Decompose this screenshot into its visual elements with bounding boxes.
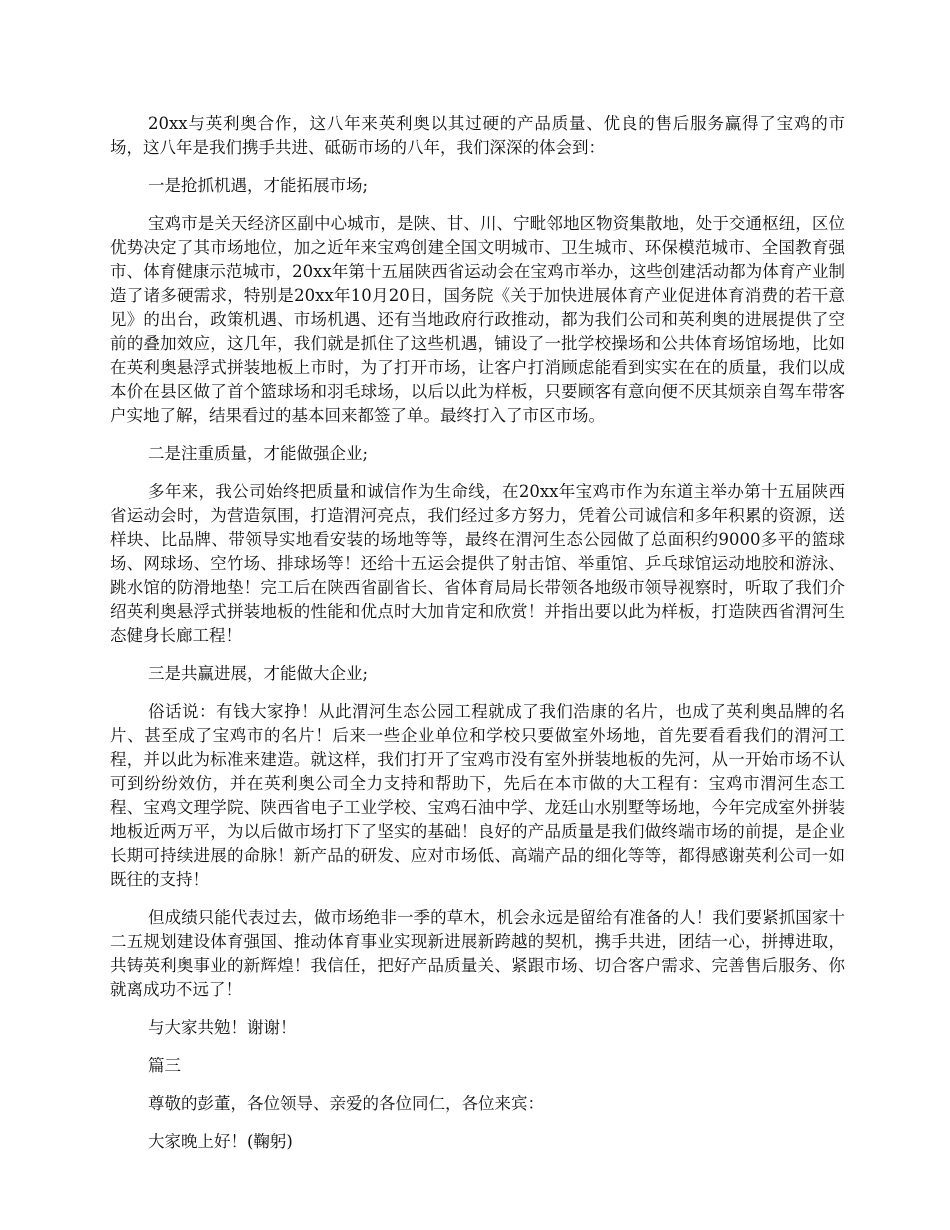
paragraph-greeting: 大家晚上好！(鞠躬) — [148, 1132, 293, 1151]
heading-point-one: 一是抢抓机遇，才能拓展市场; — [148, 176, 369, 195]
paragraph-intro: 20xx与英利奥合作，这八年来英利奥以其过硬的产品质量、优良的售后服务赢得了宝鸡的市场，这八年是我们携手共进、砥砺市场的八年，我们深深的体会到： — [110, 114, 845, 157]
section-heading: 篇三 — [148, 1056, 181, 1075]
paragraph-point-one: 宝鸡市是关天经济区副中心城市，是陕、甘、川、宁毗邻地区物资集散地，处于交通枢纽，区位优势决定了其市场地位，加之近年来宝鸡创建全国文明城市、卫生城市、环保模范城市、全国教育强市、体育健康示范城市，20xx年第十五届陕西省运动会在宝鸡市举办，这些创建活动都为体育产业制造了诸多硬需求，特别是20xx年10月20日，国务院《关于加快进展体育产业促进体育消费的若干意见》的出台，政策机遇、市场机遇、还有当地政府行政推动，都为我们公司和英利奥的进展提供了空前的叠加效应，这几年，我们就是抓住了这些机遇，铺设了一批学校操场和公共体育场馆场地，比如在英利奥悬浮式拼装地板上市时，为了打开市场，让客户打消顾虑能看到实实在在的质量，我们以成本价在县区做了首个篮球场和羽毛球场，以后以此为样板，只要顾客有意向便不厌其烦亲自驾车带客户实地了解，结果看过的基本回来都签了单。最终打入了市区市场。 — [110, 214, 845, 425]
paragraph-outlook: 但成绩只能代表过去，做市场绝非一季的草木，机会永远是留给有准备的人！我们要紧抓国家十二五规划建设体育强国、推动体育事业实现新进展新跨越的契机，携手共进，团结一心，拼搏进取，共铸英利奥事业的新辉煌！我信任，把好产品质量关、紧跟市场、切合客户需求、完善售后服务、你就离成功不远了！ — [110, 908, 845, 999]
paragraph-salutation: 尊敬的彭董，各位领导、亲爱的各位同仁，各位来宾： — [148, 1094, 544, 1113]
paragraph-point-three: 俗话说：有钱大家挣！从此渭河生态公园工程就成了我们浩康的名片，也成了英利奥品牌的名片、甚至成了宝鸡市的名片！后来一些企业单位和学校只要做室外场地，首先要看看我们的渭河工程，并以此为标准来建造。就这样，我们打开了宝鸡市没有室外拼装地板的先河，从一开始市场不认可到纷纷效仿，并在英利奥公司全力支持和帮助下，先后在本市做的大工程有：宝鸡市渭河生态工程、宝鸡文理学院、陕西省电子工业学校、宝鸡石油中学、龙廷山水别墅等场地，今年完成室外拼装地板近两万平，为以后做市场打下了坚实的基础！良好的产品质量是我们做终端市场的前提，是企业长期可持续进展的命脉！新产品的研发、应对市场低、高端产品的细化等等，都得感谢英利公司一如既往的支持！ — [110, 702, 845, 889]
paragraph-closing: 与大家共勉！谢谢！ — [148, 1018, 297, 1037]
heading-point-three: 三是共赢进展，才能做大企业; — [148, 664, 369, 683]
document-body — [110, 112, 845, 1168]
paragraph-point-two: 多年来，我公司始终把质量和诚信作为生命线，在20xx年宝鸡市作为东道主举办第十五届陕西省运动会时，为营造氛围，打造渭河亮点，我们经过多方努力，凭着公司诚信和多年积累的资源，送样块、比品牌、带领导实地看安装的场地等等，最终在渭河生态公园做了总面积约9000多平的篮球场、网球场、空竹场、排球场等！还给十五运会提供了射击馆、举重馆、乒乓球馆运动地胶和游泳、跳水馆的防滑地垫！完工后在陕西省副省长、省体育局局长带领各地级市领导视察时，听取了我们介绍英利奥悬浮式拼装地板的性能和优点时大加肯定和欣赏！并指出要以此为样板，打造陕西省渭河生态健身长廊工程！ — [110, 482, 845, 645]
heading-point-two: 二是注重质量，才能做强企业; — [148, 444, 369, 463]
